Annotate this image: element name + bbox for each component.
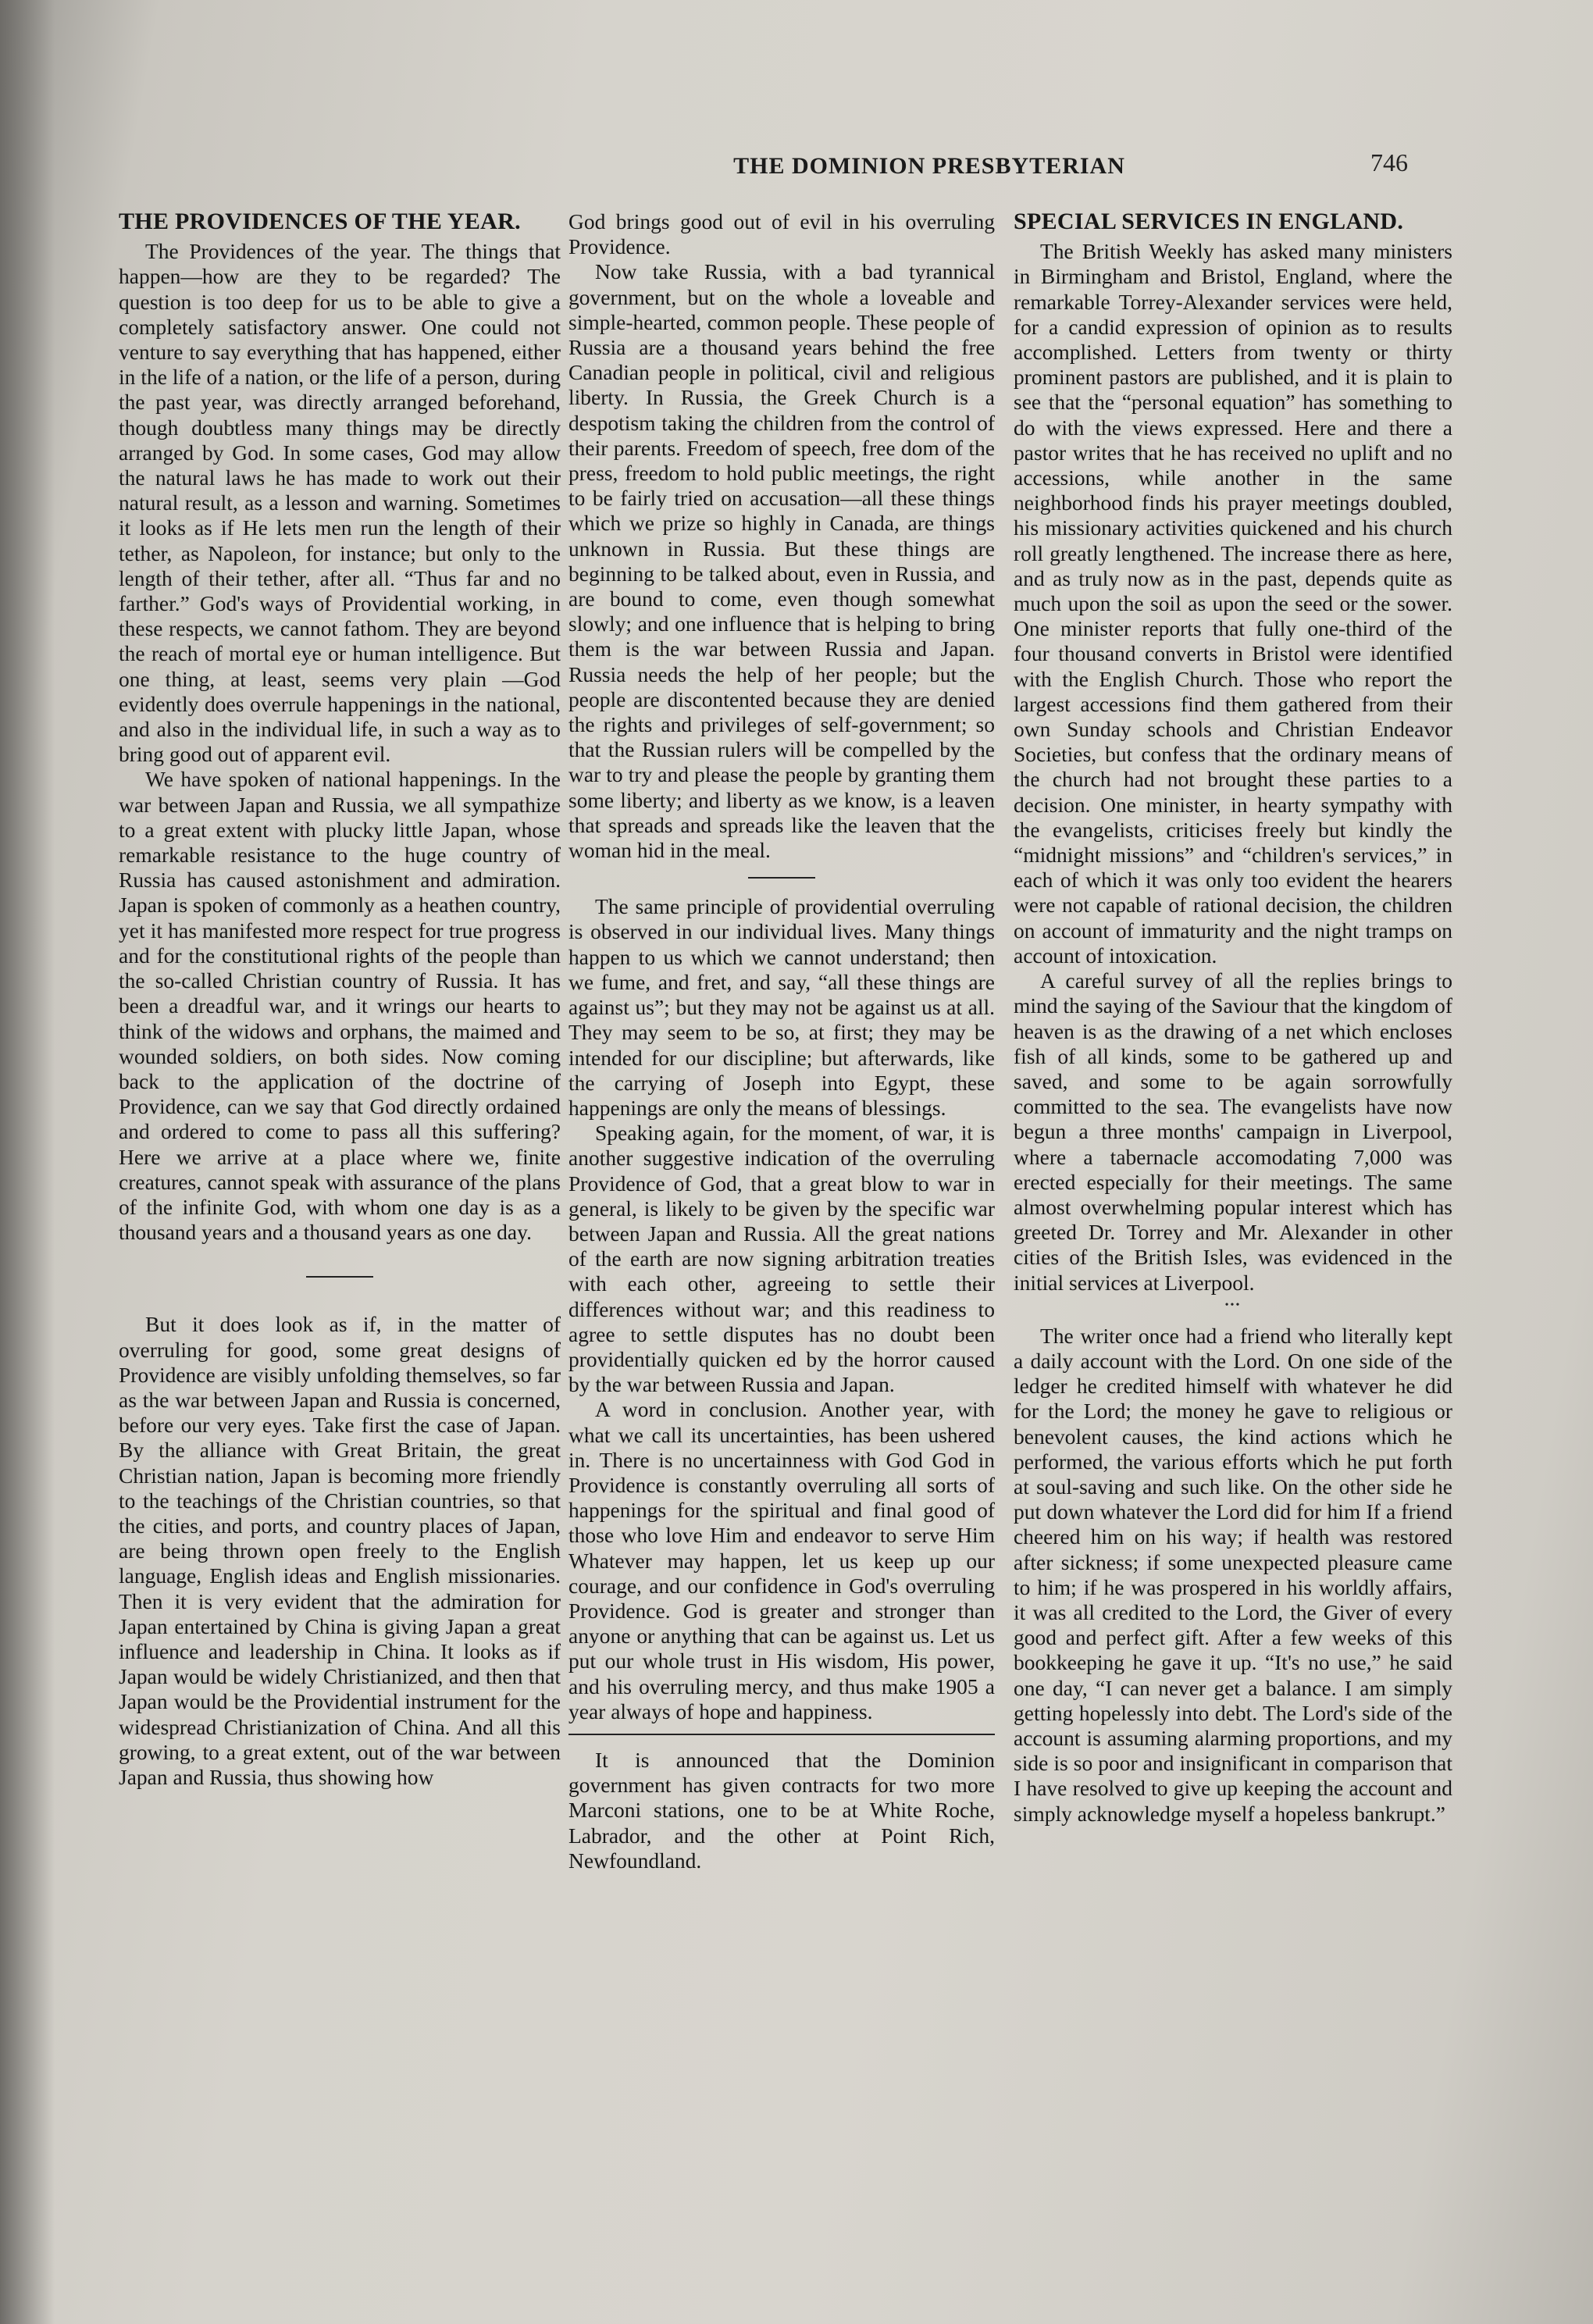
paragraph: It is announced that the Dominion government has given contracts for two more Marconi stations, one to be at White Roche, Labrador, and the other at Point Rich, Newfoundland.	[568, 1747, 995, 1873]
column-1	[119, 209, 561, 1790]
paragraph: Speaking again, for the moment, of war, it is another suggestive indication of the overruling Providence of God, that a great blow to war in general, is likely to be given by the specific war between Japan and Russia. All the great nations of the earth are now signing arbitration treaties with each other, agreeing to settle their differences without war; and this readiness to agree to settle disputes has no doubt been providentially quicken ed by the horror caused by the war between Russia and Japan.	[568, 1121, 995, 1397]
paragraph: A word in conclusion. Another year, with what we call its uncertainties, has been ushered in. There is no uncertainness with God God in Providence is constantly overruling all sorts of happenings for the spiritual and final good of those who love Him and endeavor to serve Him Whatever may happen, let us keep up our courage, and our confidence in God's overruling Providence. God is greater and stronger than anyone or anything that can be against us. Let us put our whole trust in His wisdom, His power, and his overruling mercy, and thus make 1905 a year always of hope and happiness.	[568, 1397, 995, 1723]
article-heading-providences: THE PROVIDENCES OF THE YEAR.	[119, 209, 521, 234]
paragraph: A careful survey of all the replies brings to mind the saying of the Saviour that the kingdom of heaven is as the drawing of a net which encloses fish of all kinds, some to be gathered up and saved, and some to be again sorrowfully committed to the sea. The evangelists have now begun a three months' campaign in Liverpool, where a tabernacle accomodating 7,000 was erected especially for their meetings. The same almost overwhelming popular interest which has greeted Dr. Torrey and Mr. Alexander in other cities of the British Isles, was evidenced in the initial services at Liverpool.	[1014, 968, 1452, 1295]
ornament-divider: •••	[1224, 1299, 1242, 1311]
paragraph: The same principle of providential overruling is observed in our individual lives. Many things happen to us which we cannot understand; then we fume, and fret, and say, “all these things are against us”; but they may not be against us at all. They may seem to be so, at first; they may be intended for our discipline; but afterwards, like the carrying of Joseph into Egypt, these happenings are only the means of blessings.	[568, 894, 995, 1120]
paragraph: The writer once had a friend who literally kept a daily account with the Lord. On one side of the ledger he credited himself with whatever he did for the Lord; the money he gave to religious or benevolent causes, the kind actions which he performed, the various efforts which he put forth at soul-saving and such like. On the other side he put down whatever the Lord did for him If a friend cheered him on his way; if health was restored after sickness; if some unexpected pleasure came to him; if he was prospered in his worldly affairs, it was all credited to the Lord, the Giver of every good and perfect gift. After a few weeks of this bookkeeping he gave it up. “It's no use,” he said one day, “I can never get a balance. I am simply getting hopelessly into debt. The Lord's side of the account is assuming alarming proportions, and my side is so poor and insignificant in comparison that I have resolved to give up keeping the account and simply acknowledge myself a hopeless bankrupt.”	[1014, 1323, 1452, 1826]
paragraph: We have spoken of national happenings. In the war between Japan and Russia, we all sympathize to a great extent with plucky little Japan, whose remarkable resistance to the huge country of Russia has caused astonishment and admiration. Japan is spoken of commonly as a heathen country, yet it has manifested more respect for true progress and for the constitutional rights of the people than the so-called Christian country of Russia. It has been a dreadful war, and it wrings our hearts to think of the widows and orphans, the maimed and wounded soldiers, on both sides. Now coming back to the application of the doctrine of Providence, can we say that God directly ordained and ordered to come to pass all this suffering? Here we arrive at a place where we, finite creatures, cannot speak with assurance of the plans of the infinite God, with whom one day is as a thousand years and a thousand years as one day.	[119, 767, 561, 1245]
section-divider	[306, 1276, 373, 1278]
page-number: 746	[1370, 148, 1408, 176]
paragraph: But it does look as if, in the matter of overruling for good, some great designs of Providence are visibly unfolding themselves, so far as the war between Japan and Russia is concerned, before our very eyes. Take first the case of Japan. By the alliance with Great Britain, the great Christian nation, Japan is becoming more friendly to the teachings of the Christian countries, so that the cities, and ports, and country places of Japan, are being thrown open freely to the English language, English ideas and English missionaries. Then it is very evident that the admiration for Japan entertained by China is giving Japan a great influence and leadership in China. It looks as if Japan would be widely Christianized, and then that Japan would be the Providential instrument for the widespread Christianization of China. And all this growing, to a great extent, out of the war between Japan and Russia, thus showing how	[119, 1312, 561, 1789]
section-divider	[748, 877, 815, 879]
column-3	[1014, 209, 1452, 1827]
column-2	[568, 209, 995, 1873]
article-heading-special-services: SPECIAL SERVICES IN ENGLAND.	[1014, 209, 1404, 234]
paragraph: The Providences of the year. The things that happen—how are they to be regarded? The question is too deep for us to be able to give a completely satisfactory answer. One could not venture to say everything that has happened, either in the life of a nation, or the life of a person, during the past year, was directly arranged beforehand, though doubtless many things may be directly arranged by God. In some cases, God may allow the natural laws he has made to work out their natural result, as a lesson and warning. Sometimes it looks as if He lets men run the length of their tether, as Napoleon, for instance; but only to the length of their tether, after all. “Thus far and no farther.” God's ways of Providential working, in these respects, we cannot fathom. They are beyond the reach of mortal eye or human intelligence. But one thing, at least, seems very plain —God evidently does overrule happenings in the national, and also in the individual life, in such a way as to bring good out of apparent evil.	[119, 239, 561, 767]
paragraph: The British Weekly has asked many ministers in Birmingham and Bristol, England, where the remarkable Torrey-Alexander services were held, for a candid expression of opinion as to results accomplished. Letters from twenty or thirty prominent pastors are published, and it is plain to see that the “personal equation” has something to do with the views expressed. Here and there a pastor writes that he has received no uplift and no accessions, while another in the same neighborhood finds his prayer meetings doubled, his missionary activities quickened and his church roll greatly lengthened. The increase there as here, and as truly now as in the past, depends quite as much upon the soil as upon the seed or the sower. One minister reports that fully one-third of the four thousand converts in Bristol were identified with the English Church. Those who report the largest accessions find them gathered from their own Sunday schools and Christian Endeavor Societies, but confess that the ordinary means of the church had not brought these parties to a decision. One minister, in hearty sympathy with the evangelists, criticises freely but kindly the “midnight missions” and “children's services,” in each of which it was only too evident the hearers were not capable of rational decision, the children on account of immaturity and the night tramps on account of intoxication.	[1014, 239, 1452, 968]
scan-shadow	[0, 0, 55, 2324]
paragraph: God brings good out of evil in his overruling Providence.	[568, 209, 995, 259]
running-header: THE DOMINION PRESBYTERIAN	[733, 153, 1125, 179]
paragraph: Now take Russia, with a bad tyrannical government, but on the whole a loveable and simple-hearted, common people. These people of Russia are a thousand years behind the free Canadian people in political, civil and religious liberty. In Russia, the Greek Church is a despotism taking the children from the control of their parents. Freedom of speech, free dom of the press, freedom to hold public meetings, the right to be fairly tried on accusation—all these things which we prize so highly in Canada, are things unknown in Russia. But these things are beginning to be talked about, even in Russia, and are bound to come, even though somewhat slowly; and one influence that is helping to bring them is the war between Russia and Japan. Russia needs the help of her people; but the people are discontented because they are denied the rights and privileges of self-government; so that the Russian rulers will be compelled by the war to try and please the people by granting them some liberty; and liberty as we know, is a leaven that spreads and spreads like the leaven that the woman hid in the meal.	[568, 259, 995, 863]
section-divider	[568, 1734, 995, 1735]
